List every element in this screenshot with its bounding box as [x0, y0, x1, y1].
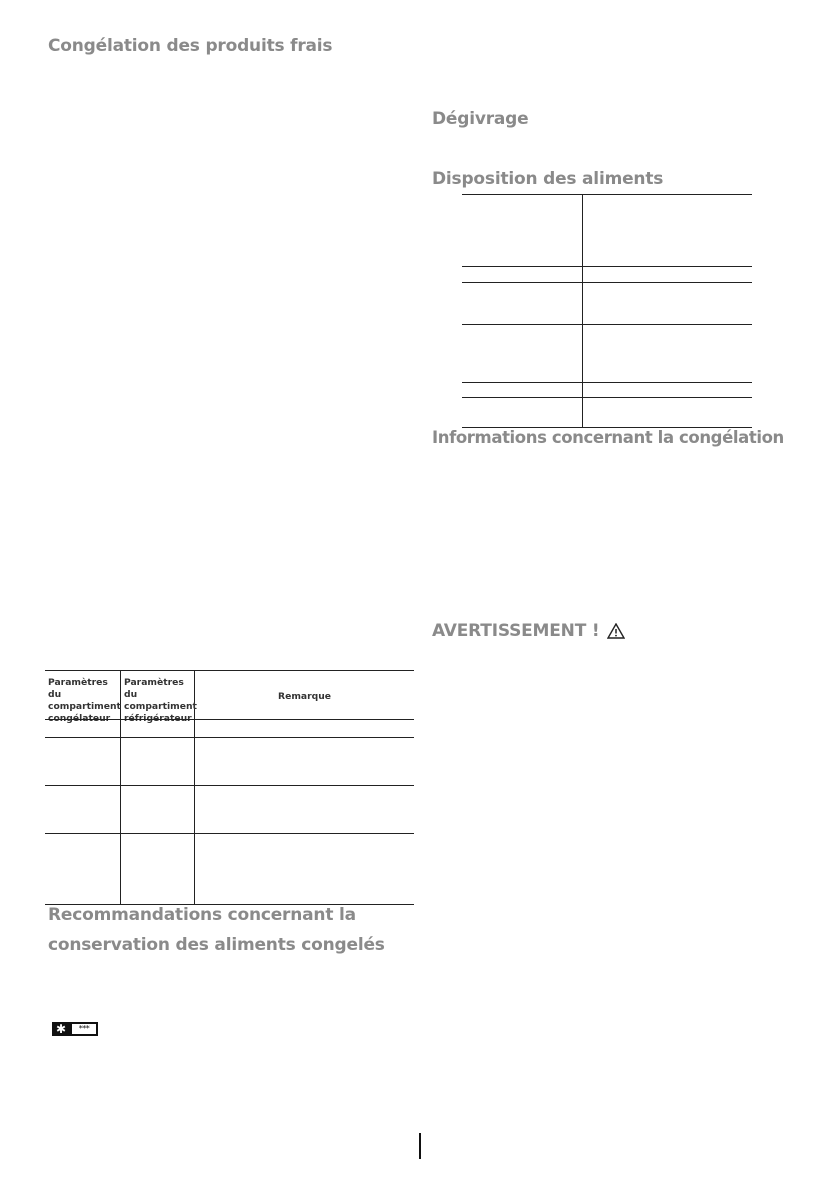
heading-recommandations-conservation: Recommandations concernant la conservation des aliments congelés [48, 905, 385, 955]
heading-informations-congelation: Informations concernant la congélation [432, 428, 784, 447]
snowflake-icon: ✱ [55, 1022, 67, 1036]
table-row [462, 195, 752, 267]
avertissement-label: AVERTISSEMENT ! [432, 621, 600, 641]
table-row [45, 786, 414, 834]
table-row [45, 738, 414, 786]
header-remarque: Remarque [278, 691, 331, 702]
header-fridge-settings: Paramètres du compartiment réfrigérateur [124, 677, 197, 724]
freezer-star-rating-icon [52, 1022, 98, 1036]
warning-triangle-icon [607, 623, 625, 639]
table-row [462, 283, 752, 325]
header-freezer-settings: Paramètres du compartiment congélateur [48, 677, 121, 724]
table-row [45, 671, 414, 720]
heading-congelation-produits-frais: Congélation des produits frais [48, 36, 333, 56]
table-row [462, 267, 752, 283]
table-row [462, 383, 752, 398]
heading-disposition-aliments: Disposition des aliments [432, 169, 664, 189]
settings-table [45, 670, 414, 905]
freezer-stars-label: *** [72, 1024, 96, 1034]
table-row [462, 398, 752, 426]
page-divider-mark [419, 1133, 421, 1159]
heading-degivrage: Dégivrage [432, 109, 529, 129]
food-placement-table [462, 194, 752, 428]
heading-avertissement [432, 616, 625, 646]
table-row [462, 325, 752, 383]
table-row [45, 720, 414, 738]
